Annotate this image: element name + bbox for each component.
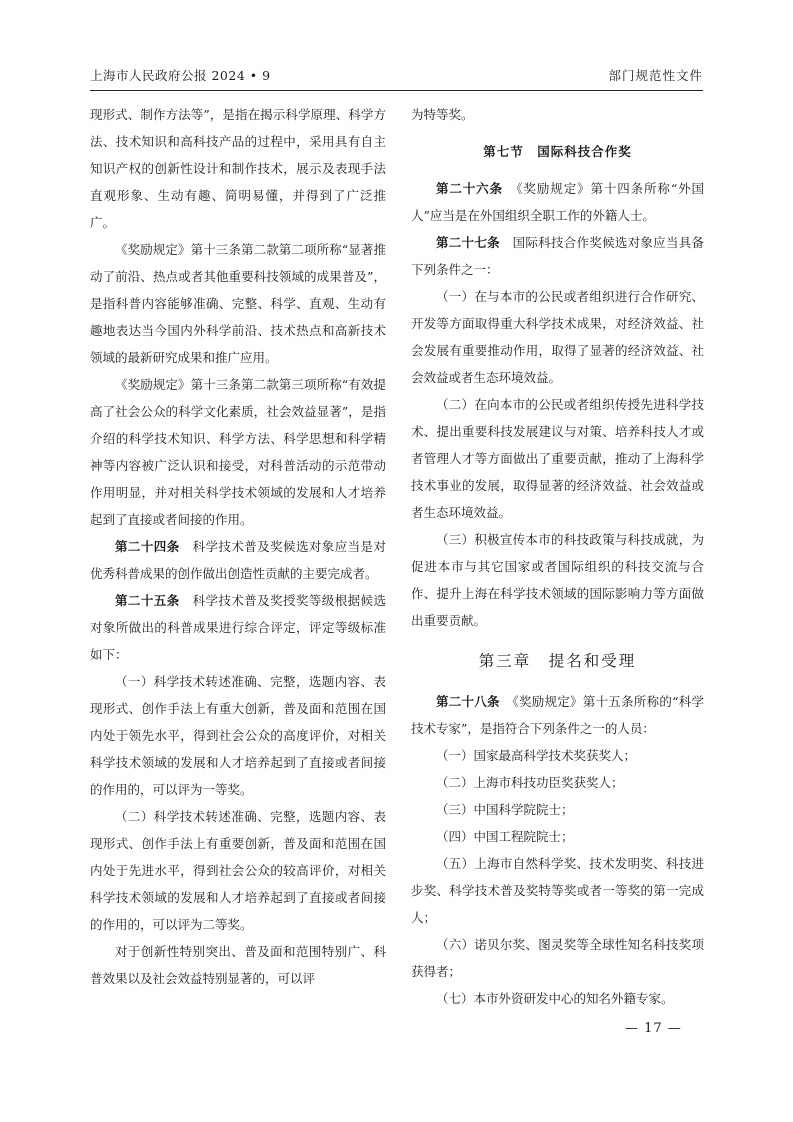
article-paragraph — [411, 688, 704, 742]
continued-paragraph: 为特等奖。 — [411, 107, 474, 122]
section-title: 部门规范性文件 — [608, 68, 703, 83]
header-rule — [90, 90, 703, 91]
paragraph: 对于创新性特别突出、普及面和范围特别广、科普效果以及社会效益特别显著的，可以评 — [90, 944, 386, 986]
section-heading: 第七节 国际科技合作奖 — [483, 144, 632, 159]
article-label: 第二十六条 — [436, 181, 503, 196]
continued-paragraph: 现形式、制作方法等”，是指在揭示科学原理、科学方法、技术知识和高科技产品的过程中，采用具有自主知识产权的创新性设计和制作技术，展示及表现手法直观形象、生动有趣、简明易懂，并得到了广泛推广。 — [90, 107, 386, 230]
paragraph: （五）上海市自然科学奖、技术发明奖、科技进步奖、科学技术普及奖特等奖或者一等奖的第一完成人； — [411, 856, 704, 925]
publication-title: 上海市人民政府公报 2024 • 9 — [90, 68, 271, 83]
paragraph: （七）本市外资研发中心的知名外籍专家。 — [436, 991, 674, 1006]
article-paragraph — [411, 175, 704, 229]
article-paragraph — [411, 229, 704, 283]
article-paragraph — [90, 533, 386, 587]
article-text: 国际科技合作奖候选对象应当具备下列条件之一： — [411, 235, 704, 277]
chapter-heading: 第三章 提名和受理 — [478, 652, 637, 670]
paragraph: （一）科学技术转述准确、完整，选题内容、表现形式、创作手法上有重大创新，普及面和范围在国内处于领先水平，得到社会公众的高度评价，对相关科学技术领域的发展和人才培养起到了直接或者间接的作用的，可以评为一等奖。 — [90, 674, 386, 797]
paragraph: 《奖励规定》第十三条第二款第二项所称“显著推动了前沿、热点或者其他重要科技领域的成果普及”，是指科普内容能够准确、完整、科学、直观、生动有趣地表达当今国内外科学前沿、技术热点和高新技术领域的最新研究成果和推广应用。 — [90, 242, 386, 365]
paragraph: （一）在与本市的公民或者组织进行合作研究、开发等方面取得重大科学技术成果，对经济效益、社会发展有重要推动作用，取得了显著的经济效益、社会效益或者生态环境效益。 — [411, 289, 704, 385]
paragraph: （四）中国工程院院士； — [436, 829, 574, 844]
article-paragraph — [90, 587, 386, 668]
paragraph: （三）积极宣传本市的科技政策与科技成就，为促进本市与其它国家或者国际组织的科技交流与合作、提升上海在科学技术领域的国际影响力等方面做出重要贡献。 — [411, 532, 704, 628]
article-text: 科学技术普及奖候选对象应当是对优秀科普成果的创作做出创造性贡献的主要完成者。 — [90, 539, 386, 581]
paragraph: （二）上海市科技功臣奖获奖人； — [436, 775, 624, 790]
article-label: 第二十五条 — [115, 593, 180, 608]
paragraph: （三）中国科学院院士； — [436, 802, 574, 817]
paragraph: （一）国家最高科学技术奖获奖人； — [436, 748, 637, 763]
article-label: 第二十七条 — [436, 235, 500, 250]
running-header — [90, 62, 703, 86]
page-number: — 17 — — [625, 1021, 682, 1036]
article-label: 第二十八条 — [436, 694, 500, 709]
paragraph: （二）在向本市的公民或者组织传授先进科学技术、提出重要科技发展建议与对策、培养科技人才或者管理人才等方面做出了重要贡献，推动了上海科学技术事业的发展，取得显著的经济效益、社会效益或者生态环境效益。 — [411, 397, 704, 520]
article-text: 《奖励规定》第十五条所称的“科学技术专家”，是指符合下列条件之一的人员： — [411, 694, 704, 736]
paragraph: （六）诺贝尔奖、图灵奖等全球性知名科技奖项获得者； — [411, 937, 704, 979]
left-column — [90, 101, 386, 992]
article-label: 第二十四条 — [115, 539, 180, 554]
right-column — [411, 101, 704, 1012]
paragraph: （二）科学技术转述准确、完整，选题内容、表现形式、创作手法上有重要创新，普及面和范围在国内处于先进水平，得到社会公众的较高评价，对相关科学技术领域的发展和人才培养起到了直接或者间接的作用的，可以评为二等奖。 — [90, 809, 386, 932]
article-text: 《奖励规定》第十四条所称“外国人”应当是在外国组织全职工作的外籍人士。 — [411, 181, 704, 223]
paragraph: 《奖励规定》第十三条第二款第三项所称“有效提高了社会公众的科学文化素质，社会效益显著”，是指介绍的科学技术知识、科学方法、科学思想和科学精神等内容被广泛认识和接受，对科普活动的示范带动作用明显，并对相关科学技术领域的发展和人才培养起到了直接或者间接的作用。 — [90, 377, 386, 527]
article-text: 科学技术普及奖授奖等级根据候选对象所做出的科普成果进行综合评定，评定等级标准如下： — [90, 593, 386, 662]
